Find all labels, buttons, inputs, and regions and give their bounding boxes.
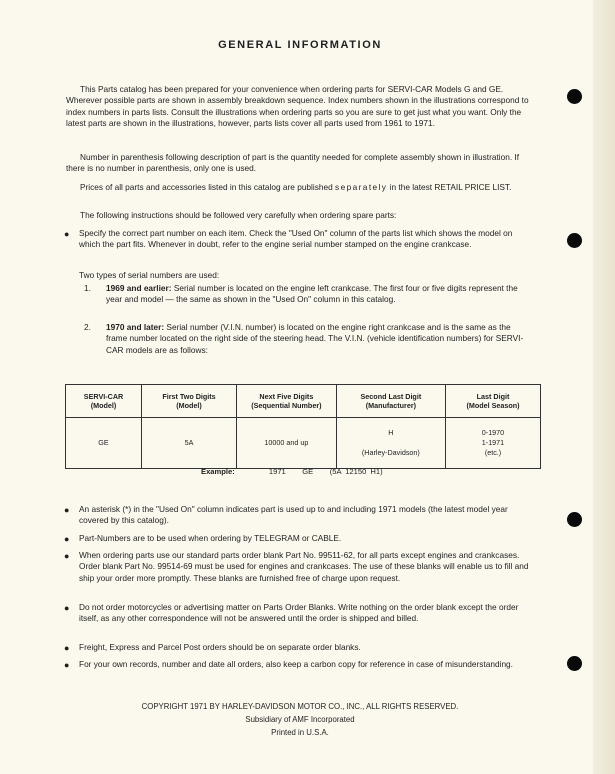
table-header-cell: Second Last Digit (Manufacturer) xyxy=(336,385,445,418)
table-header-cell: Last Digit (Model Season) xyxy=(446,385,541,418)
bullet-dot: ● xyxy=(64,551,70,561)
bullet-dot: ● xyxy=(64,229,70,239)
table-header-row xyxy=(66,385,541,418)
subsidiary-line: Subsidiary of AMF Incorporated xyxy=(245,715,355,724)
vin-example: Example: 1971 GE (5A 12150 H1) xyxy=(201,467,383,476)
binder-hole xyxy=(567,656,582,671)
bullet-item: ● Part-Numbers are to be used when ordering by TELEGRAM or CABLE. xyxy=(64,533,342,544)
binder-hole xyxy=(567,512,582,527)
bullet-dot: ● xyxy=(64,534,70,544)
page-title: GENERAL INFORMATION xyxy=(218,39,382,51)
intro-paragraph: This Parts catalog has been prepared for your convenience when ordering parts for SERVI-CAR Models G and GE. Wherever possible parts are shown in assembly breakdown sequence. Index numbers shown in the illustrations correspond to index numbers in parts lists. Consult the illustrations when ordering parts so you are sure to get just what you want. Only the latest parts are shown in the illustrations, however, parts lists cover all parts used from 1961 to 1971. xyxy=(66,84,529,128)
table-cell: 10000 and up xyxy=(237,418,337,469)
prices-paragraph: Prices of all parts and accessories listed in this catalog are published separately in the latest RETAIL PRICE LIST. xyxy=(80,182,512,192)
serial-item-2: 2. 1970 and later: Serial number (V.I.N. number) is located on the engine right crankcase and is the same as the frame number located on the right side of the steering head. The V.I.N. (vehicle identification numbers) for SERVI-CAR models are as follows: xyxy=(84,322,524,355)
bullet-item: ● For your own records, number and date all orders, also keep a carbon copy for reference in case of misunderstanding. xyxy=(64,659,513,670)
binder-hole xyxy=(567,233,582,248)
copyright-line: COPYRIGHT 1971 BY HARLEY-DAVIDSON MOTOR CO., INC., ALL RIGHTS RESERVED. xyxy=(141,702,459,711)
bullet-dot: ● xyxy=(64,505,70,515)
table-header-cell: SERVI-CAR (Model) xyxy=(66,385,142,418)
binder-hole xyxy=(567,89,582,104)
quantity-note-paragraph: Number in parenthesis following description of part is the quantity needed for complete assembly shown in illustration. If there is no number in parenthesis, only one is used. xyxy=(66,152,520,174)
bullet-dot: ● xyxy=(64,643,70,653)
serial-intro: Two types of serial numbers are used: xyxy=(79,270,220,280)
bullet-item: ● Freight, Express and Parcel Post orders should be on separate order blanks. xyxy=(64,642,361,653)
printed-line: Printed in U.S.A. xyxy=(271,728,329,737)
bullet-dot: ● xyxy=(64,603,70,613)
table-header-cell: Next Five Digits (Sequential Number) xyxy=(237,385,337,418)
table-cell: 5A xyxy=(142,418,237,469)
vin-table xyxy=(65,384,541,469)
table-row xyxy=(66,418,541,469)
table-cell: H (Harley-Davidson) xyxy=(336,418,445,469)
instructions-intro: The following instructions should be followed very carefully when ordering spare parts: xyxy=(80,210,397,220)
page-edge xyxy=(593,0,615,774)
bullet-item: ● Do not order motorcycles or advertising matter on Parts Order Blanks. Write nothing on the order blank except the order itself, as any other correspondence will not be answered until the order is shipped and billed. xyxy=(64,602,519,624)
bullet-item: ● An asterisk (*) in the "Used On" column indicates part is used up to and including 1971 models (the latest model year covered by this catalog). xyxy=(64,504,508,526)
table-header-cell: First Two Digits (Model) xyxy=(142,385,237,418)
bullet-dot: ● xyxy=(64,660,70,670)
table-cell: GE xyxy=(66,418,142,469)
bullet-item: ● When ordering parts use our standard parts order blank Part No. 99511-62, for all parts except engines and crankcases. Order blank Part No. 99514-69 must be used for engines and crankcases. The use of these blanks will enable us to fill and ship your order more promptly. These blanks are furnished free of charge upon request. xyxy=(64,550,529,583)
serial-item-1: 1. 1969 and earlier: Serial number is located on the engine left crankcase. The first four or five digits represent the year and model — the same as shown in the "Used On" column in this catalog. xyxy=(84,283,518,305)
table-cell: 0-1970 1-1971 (etc.) xyxy=(446,418,541,469)
bullet-item: ● Specify the correct part number on each item. Check the "Used On" column of the parts list which shows the model on which the part fits. Whenever in doubt, refer to the engine serial number stamped on the engine crankcase. xyxy=(64,228,513,250)
